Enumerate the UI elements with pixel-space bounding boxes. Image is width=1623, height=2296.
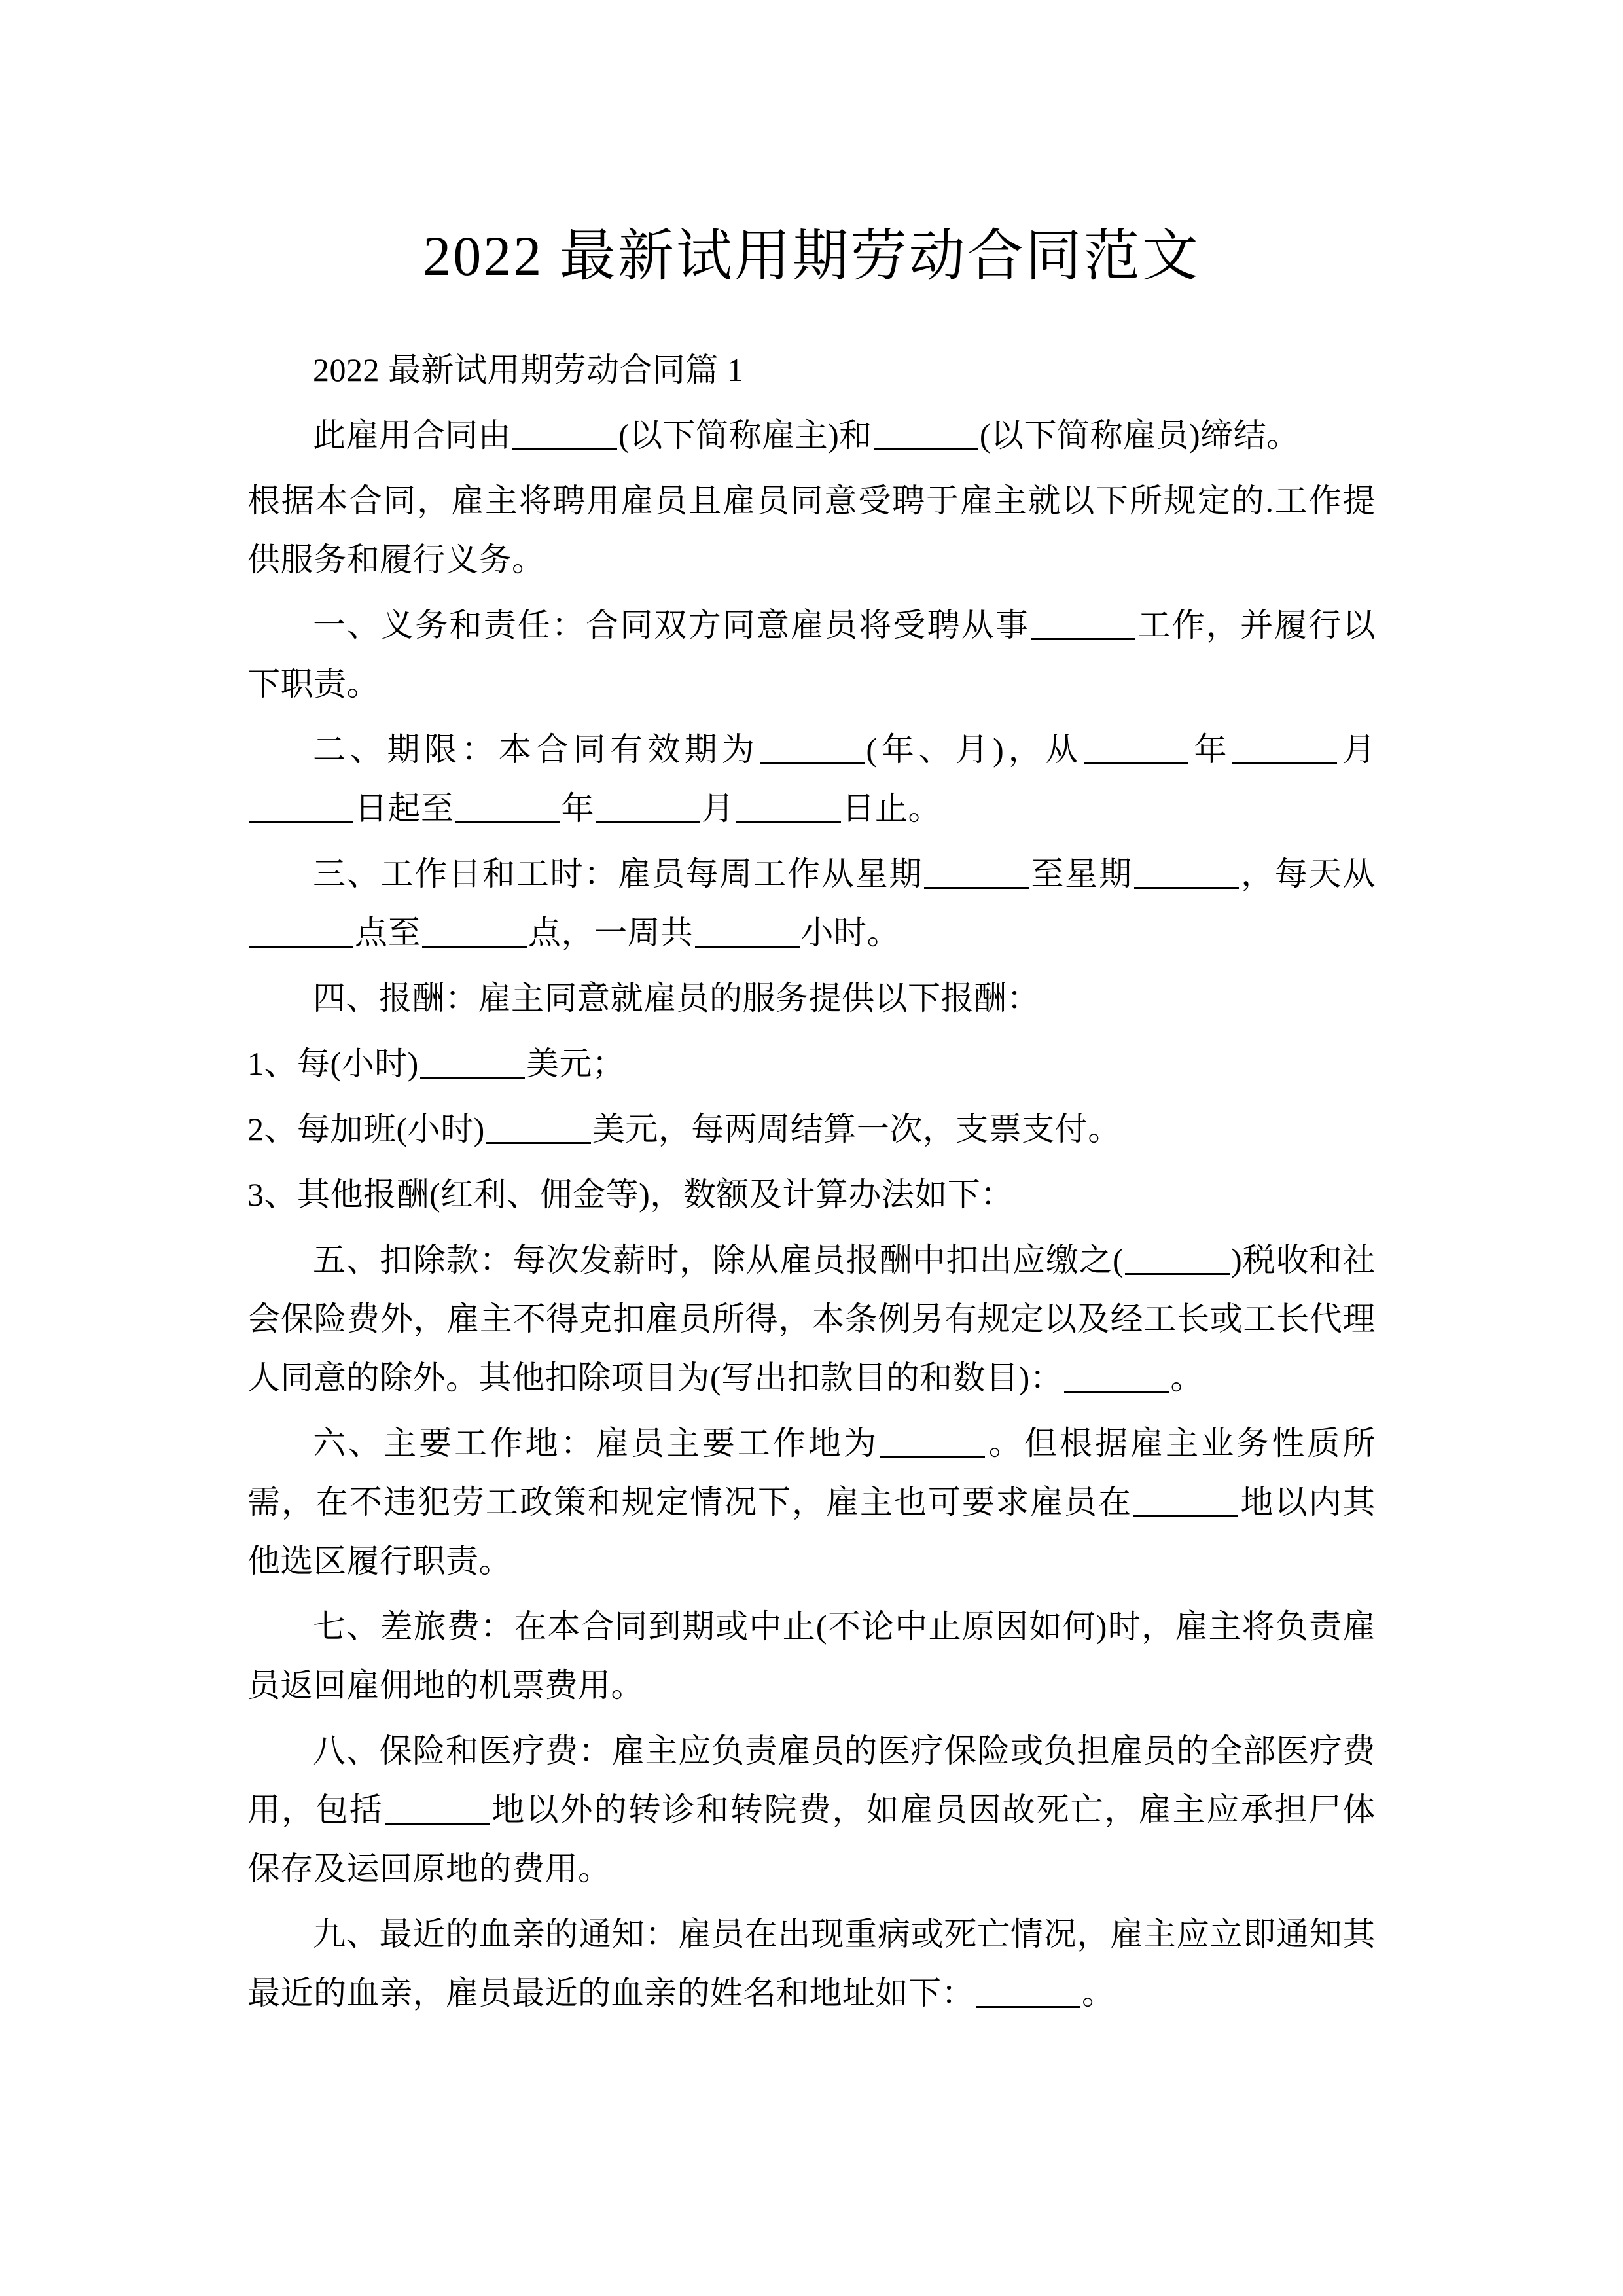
- section-heading: [247, 340, 1376, 399]
- blank-start-year[interactable]: [1084, 732, 1188, 764]
- blank-job-title[interactable]: [1031, 608, 1135, 640]
- blank-employer-name[interactable]: [512, 418, 617, 450]
- document-body: [247, 340, 1376, 2029]
- section-5-text-c: 。: [1170, 1359, 1204, 1396]
- blank-overtime-rate[interactable]: [486, 1112, 591, 1144]
- blank-tax-payable[interactable]: [1125, 1243, 1230, 1275]
- section-2-text-g: 月: [702, 790, 735, 827]
- section-7-travel: [247, 1597, 1376, 1715]
- section-6-text-b: 。但根据雇主业务性质所需，在不违犯劳工政策和规定情况下，雇主也可要求雇员在: [247, 1425, 1376, 1520]
- section-4-text: 四、报酬：雇主同意就雇员的服务提供以下报酬：: [313, 980, 1040, 1016]
- blank-primary-workplace[interactable]: [880, 1426, 985, 1458]
- section-4-item-1: [247, 1034, 1376, 1093]
- intro-text-a: 此雇用合同由: [313, 417, 511, 454]
- blank-hourly-rate[interactable]: [420, 1047, 525, 1079]
- section-9-next-of-kin: [247, 1905, 1376, 2022]
- section-3-text-f: 小时。: [800, 914, 900, 951]
- blank-end-month[interactable]: [596, 791, 700, 823]
- section-2-text-b: (年、月)，从: [866, 731, 1083, 768]
- section-2-text-e: 日起至: [355, 790, 454, 827]
- paragraph-intro-1: [247, 406, 1376, 465]
- section-4-item-1-text-b: 美元；: [526, 1045, 626, 1082]
- blank-end-day[interactable]: [736, 791, 841, 823]
- section-4-item-3-text: 3、其他报酬(红利、佣金等)，数额及计算办法如下：: [247, 1176, 1014, 1213]
- section-1-duties: [247, 596, 1376, 713]
- section-6-text-c: 地以内其他选区履行职责。: [247, 1484, 1376, 1579]
- blank-day-end-hour[interactable]: [422, 916, 527, 948]
- paragraph-intro-2: [247, 471, 1376, 589]
- section-3-text-c: ，每天从: [1240, 855, 1376, 892]
- section-2-text-c: 年: [1190, 731, 1232, 768]
- section-2-text-a: 二、期限：本合同有效期为: [313, 731, 759, 768]
- blank-start-month[interactable]: [1232, 732, 1337, 764]
- section-3-workdays: [247, 844, 1376, 962]
- section-1-text-a: 一、义务和责任：合同双方同意雇员将受聘从事: [313, 607, 1029, 643]
- section-9-text-a: 九、最近的血亲的通知：雇员在出现重病或死亡情况，雇主应立即通知其最近的血亲，雇员最近的血亲的姓名和地址如下：: [247, 1916, 1376, 2011]
- section-heading-text: 2022 最新试用期劳动合同篇 1: [313, 351, 744, 388]
- intro-paragraph-2-text: 根据本合同，雇主将聘用雇员且雇员同意受聘于雇主就以下所规定的.工作提供服务和履行义务。: [247, 482, 1376, 578]
- section-4-item-1-text-a: 1、每(小时): [247, 1045, 419, 1082]
- section-4-item-3: [247, 1165, 1376, 1224]
- section-8-text-b: 地以外的转诊和转院费，如雇员因故死亡，雇主应承担尸体保存及运回原地的费用。: [247, 1791, 1376, 1887]
- blank-employee-name[interactable]: [874, 418, 978, 450]
- section-7-text: 七、差旅费：在本合同到期或中止(不论中止原因如何)时，雇主将负责雇员返回雇佣地的机票费用。: [247, 1608, 1376, 1704]
- section-8-insurance: [247, 1721, 1376, 1898]
- section-2-text-f: 年: [561, 790, 594, 827]
- section-6-workplace: [247, 1414, 1376, 1590]
- section-2-term: [247, 720, 1376, 838]
- section-5-text-a: 五、扣除款：每次发薪时，除从雇员报酬中扣出应缴之(: [313, 1242, 1124, 1278]
- intro-text-c: (以下简称雇员)缔结。: [979, 417, 1300, 454]
- blank-start-day[interactable]: [249, 791, 353, 823]
- section-5-deductions: [247, 1230, 1376, 1407]
- blank-end-year[interactable]: [455, 791, 560, 823]
- section-4-item-2: [247, 1100, 1376, 1158]
- section-4-item-2-text-a: 2、每加班(小时): [247, 1111, 485, 1147]
- section-3-text-e: 点，一周共: [528, 914, 694, 951]
- section-3-text-d: 点至: [355, 914, 421, 951]
- section-9-text-b: 。: [1082, 1975, 1115, 2011]
- section-2-text-d: 月: [1338, 731, 1376, 768]
- blank-weekly-hours[interactable]: [695, 916, 800, 948]
- page-title: 2022 最新试用期劳动合同范文: [423, 224, 1200, 287]
- blank-term-length[interactable]: [760, 732, 865, 764]
- blank-day-start-hour[interactable]: [249, 916, 353, 948]
- section-4-compensation: [247, 969, 1376, 1028]
- blank-week-start-day[interactable]: [924, 857, 1029, 889]
- blank-alternate-district[interactable]: [1133, 1485, 1238, 1517]
- intro-text-b: (以下简称雇主)和: [618, 417, 872, 454]
- section-3-text-b: 至星期: [1030, 855, 1133, 892]
- section-4-item-2-text-b: 美元，每两周结算一次，支票支付。: [592, 1111, 1121, 1147]
- section-5-text-b: )税收和社会保险费外，雇主不得克扣雇员所得，本条例另有规定以及经工长或工长代理人同意的除外。其他扣除项目为(写出扣款目的和数目)：: [247, 1242, 1376, 1396]
- section-2-text-h: 日止。: [842, 790, 941, 827]
- section-6-text-a: 六、主要工作地：雇员主要工作地为: [313, 1425, 880, 1462]
- blank-referral-location[interactable]: [385, 1793, 490, 1825]
- section-8-text-a: 八、保险和医疗费：雇主应负责雇员的医疗保险或负担雇员的全部医疗费用，包括: [247, 1732, 1376, 1828]
- section-3-text-a: 三、工作日和工时：雇员每周工作从星期: [313, 855, 923, 892]
- blank-week-end-day[interactable]: [1134, 857, 1239, 889]
- blank-other-deductions[interactable]: [1064, 1361, 1169, 1393]
- section-1-text-b: 工作，并履行以下职责。: [247, 607, 1376, 702]
- blank-next-of-kin[interactable]: [976, 1976, 1080, 2008]
